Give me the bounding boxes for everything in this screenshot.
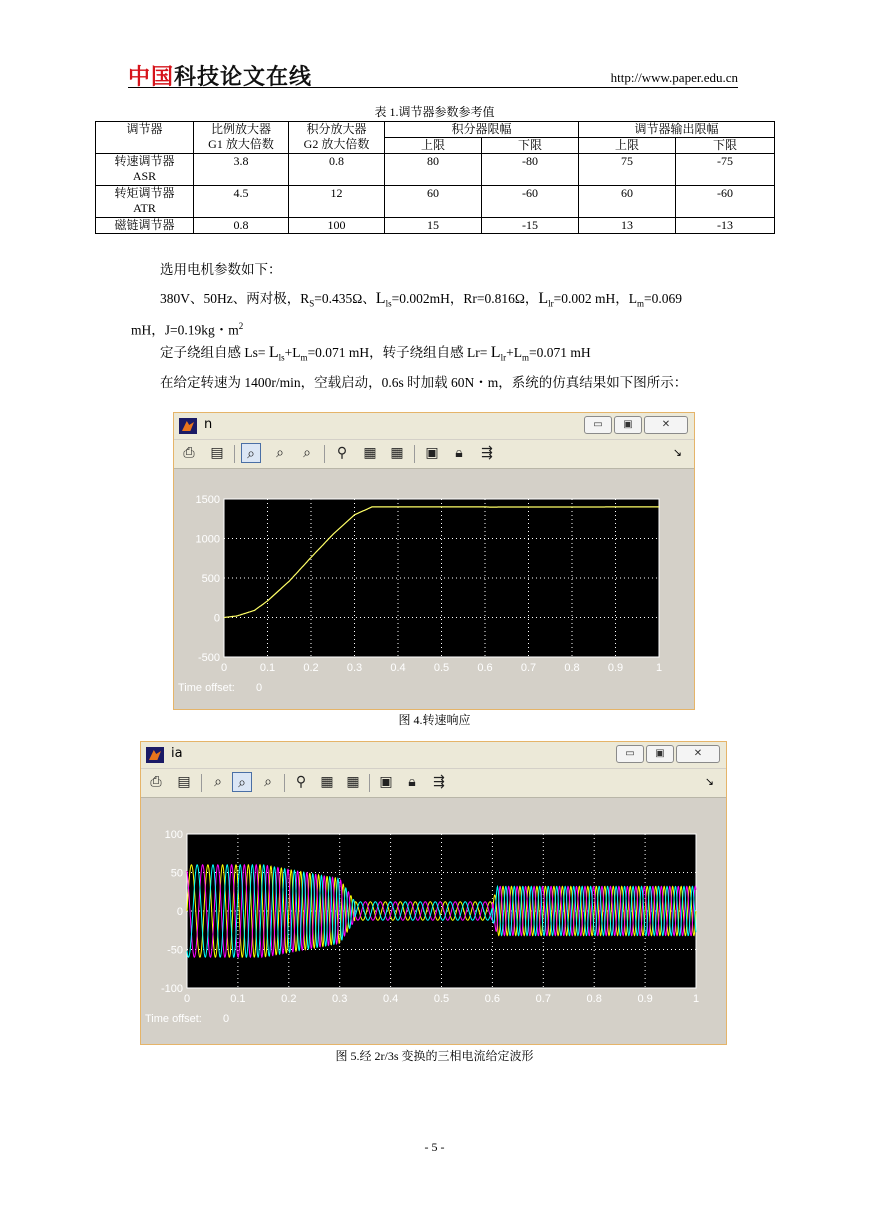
x-tick-label: 0.1 bbox=[230, 993, 246, 1005]
time-offset-value: 0 bbox=[256, 682, 263, 694]
close-button[interactable]: ✕ bbox=[644, 416, 688, 434]
time-offset-label: Time offset: bbox=[178, 682, 235, 694]
t: 定子绕组自感 Ls= bbox=[160, 345, 269, 360]
t: lr bbox=[548, 298, 554, 309]
plot-area bbox=[224, 499, 659, 657]
y-tick-label: -500 bbox=[197, 652, 220, 664]
signal-selection-icon[interactable]: ⇶ bbox=[481, 445, 493, 461]
maximize-button[interactable]: ▣ bbox=[614, 416, 642, 434]
y-tick-label: 500 bbox=[201, 573, 220, 585]
cell-int-upper: 60 bbox=[385, 186, 482, 218]
x-tick-label: 0.7 bbox=[520, 662, 537, 674]
header-divider bbox=[128, 87, 738, 88]
t: mH，J=0.19kg・m bbox=[131, 322, 239, 338]
th-out-lower: 下限 bbox=[676, 138, 775, 154]
restore-axes-icon[interactable]: ▦ bbox=[346, 774, 360, 790]
t: L bbox=[490, 344, 501, 361]
t: 2 bbox=[238, 321, 244, 331]
x-tick-label: 0.3 bbox=[346, 662, 363, 674]
cell-int-upper: 80 bbox=[385, 154, 482, 186]
zoom-in-icon[interactable]: ⌕ bbox=[214, 774, 222, 790]
figure-4-caption: 图 4.转速响应 bbox=[398, 713, 471, 727]
lock-icon[interactable]: 🔒︎ bbox=[455, 445, 463, 461]
table-row bbox=[96, 186, 775, 218]
row-abbr: ATR bbox=[133, 201, 156, 215]
current-plot bbox=[141, 742, 726, 1044]
save-axes-icon[interactable]: ▦ bbox=[320, 774, 334, 790]
t: =0.069 bbox=[644, 291, 683, 306]
cell-g1: 3.8 bbox=[194, 154, 289, 186]
lock-icon[interactable]: 🔒︎ bbox=[408, 774, 416, 790]
cell-name bbox=[96, 186, 194, 218]
page-setup-icon[interactable]: ▤ bbox=[177, 774, 191, 790]
th-regulator: 调节器 bbox=[96, 122, 194, 154]
cell-int-lower: -80 bbox=[482, 154, 579, 186]
x-tick-label: 0.7 bbox=[535, 993, 551, 1005]
printer-icon[interactable]: ⎙ bbox=[150, 774, 162, 790]
x-tick-label: 0.2 bbox=[303, 662, 319, 674]
t: ls bbox=[278, 352, 285, 363]
y-tick-label: 100 bbox=[164, 829, 183, 841]
y-tick-label: 1000 bbox=[195, 533, 220, 546]
scope-window-speed bbox=[173, 412, 695, 710]
row-abbr: ASR bbox=[132, 169, 157, 183]
page-number: - 5 - bbox=[424, 1140, 445, 1154]
paragraph-inertia bbox=[131, 316, 243, 341]
th-ki-label: 积分放大器 bbox=[306, 122, 367, 136]
x-tick-label: 0.6 bbox=[477, 662, 493, 674]
parameters-icon[interactable]: ▣ bbox=[379, 774, 393, 790]
x-tick-label: 0.2 bbox=[281, 993, 297, 1005]
zoom-y-icon[interactable]: ⌕ bbox=[303, 445, 311, 461]
th-ki bbox=[289, 122, 385, 154]
t: +L bbox=[284, 345, 301, 360]
cell-name bbox=[96, 154, 194, 186]
cell-out-upper: 13 bbox=[579, 218, 676, 234]
th-kp-sub: G1 放大倍数 bbox=[208, 137, 274, 151]
window-title: n bbox=[204, 417, 213, 432]
y-tick-label: -100 bbox=[160, 983, 183, 995]
paragraph-motor-params bbox=[160, 289, 682, 314]
y-tick-label: 0 bbox=[176, 906, 183, 918]
autoscale-icon[interactable]: ⚲ bbox=[295, 774, 307, 790]
parameters-icon[interactable]: ▣ bbox=[425, 445, 439, 461]
table-header-row bbox=[96, 122, 775, 138]
t: lr bbox=[500, 352, 507, 363]
window-title: ia bbox=[171, 746, 183, 761]
table-row bbox=[96, 154, 775, 186]
cell-g2: 12 bbox=[289, 186, 385, 218]
t: =0.071 mH，转子绕组自感 Lr= bbox=[307, 345, 491, 360]
row-name: 转速调节器 bbox=[114, 154, 175, 168]
x-tick-label: 0.4 bbox=[390, 662, 406, 674]
paragraph-inductance bbox=[160, 343, 591, 368]
x-tick-label: 0 bbox=[220, 662, 228, 674]
maximize-button[interactable]: ▣ bbox=[646, 745, 674, 763]
scope-window-current bbox=[140, 741, 727, 1045]
printer-icon[interactable]: ⎙ bbox=[183, 445, 195, 461]
x-tick-label: 0.8 bbox=[564, 662, 580, 674]
cell-int-lower: -60 bbox=[482, 186, 579, 218]
cell-out-upper: 75 bbox=[579, 154, 676, 186]
table-row bbox=[96, 218, 775, 234]
cell-out-upper: 60 bbox=[579, 186, 676, 218]
t: 380V、50Hz、两对极，R bbox=[160, 291, 310, 306]
y-tick-label: -50 bbox=[167, 944, 183, 957]
x-tick-label: 0.6 bbox=[484, 993, 501, 1005]
logo-red-text: 中国 bbox=[128, 65, 175, 90]
cell-int-upper: 15 bbox=[385, 218, 482, 234]
cell-out-lower: -13 bbox=[676, 218, 775, 234]
close-button[interactable]: ✕ bbox=[676, 745, 720, 763]
minimize-button[interactable]: ▭ bbox=[616, 745, 644, 763]
t: L bbox=[268, 344, 279, 361]
x-tick-label: 0.5 bbox=[433, 993, 450, 1005]
t: =0.002 mH，L bbox=[553, 291, 638, 306]
table-caption: 表 1.调节器参数参考值 bbox=[374, 105, 495, 119]
logo-black-text: 科技论文在线 bbox=[174, 65, 313, 90]
t: m bbox=[637, 298, 645, 309]
t: L bbox=[375, 290, 386, 307]
th-int-limit: 积分器限幅 bbox=[385, 122, 579, 138]
x-tick-label: 0.3 bbox=[332, 993, 348, 1005]
zoom-x-icon[interactable]: ⌕ bbox=[232, 772, 252, 792]
x-tick-label: 0 bbox=[183, 993, 191, 1005]
y-tick-label: 1500 bbox=[195, 494, 220, 506]
cell-name: 磁链调节器 bbox=[96, 218, 194, 234]
th-kp bbox=[194, 122, 289, 154]
t: =0.002mH，Rr=0.816Ω， bbox=[391, 291, 539, 306]
zoom-y-icon[interactable]: ⌕ bbox=[264, 774, 272, 790]
cell-int-lower: -15 bbox=[482, 218, 579, 234]
th-int-lower: 下限 bbox=[482, 138, 579, 154]
minimize-button[interactable]: ▭ bbox=[584, 416, 612, 434]
autoscale-icon[interactable]: ⚲ bbox=[336, 445, 348, 461]
t: =0.071 mH bbox=[528, 345, 591, 360]
cell-out-lower: -60 bbox=[676, 186, 775, 218]
th-kp-label: 比例放大器 bbox=[210, 122, 271, 136]
x-tick-label: 0.1 bbox=[259, 662, 276, 674]
cell-g1: 0.8 bbox=[194, 218, 289, 234]
time-offset-value: 0 bbox=[223, 1013, 230, 1025]
save-axes-icon[interactable]: ▦ bbox=[363, 445, 377, 461]
t: =0.435Ω、 bbox=[314, 291, 376, 306]
x-tick-label: 0.5 bbox=[433, 662, 450, 674]
cell-g2: 0.8 bbox=[289, 154, 385, 186]
x-tick-label: 0.8 bbox=[586, 993, 602, 1005]
header-url: http://www.paper.edu.cn bbox=[610, 70, 738, 85]
t: L bbox=[538, 290, 549, 307]
parameter-table bbox=[95, 121, 775, 234]
th-out-limit: 调节器输出限幅 bbox=[579, 122, 775, 138]
signal-selection-icon[interactable]: ⇶ bbox=[433, 774, 445, 790]
row-name: 转矩调节器 bbox=[114, 186, 175, 200]
t: m bbox=[521, 352, 529, 363]
zoom-x-icon[interactable]: ⌕ bbox=[276, 445, 284, 461]
cell-g2: 100 bbox=[289, 218, 385, 234]
t: +L bbox=[506, 345, 522, 360]
x-tick-label: 1 bbox=[692, 993, 700, 1005]
th-ki-sub: G2 放大倍数 bbox=[303, 137, 370, 151]
time-offset-label: Time offset: bbox=[145, 1013, 202, 1025]
t: m bbox=[300, 352, 308, 363]
x-tick-label: 0.9 bbox=[607, 662, 624, 674]
th-int-upper: 上限 bbox=[385, 138, 482, 154]
toolbar-overflow-icon[interactable]: ↘ bbox=[704, 775, 714, 788]
paragraph-motor-intro: 选用电机参数如下： bbox=[160, 262, 282, 277]
x-tick-label: 0.9 bbox=[637, 993, 653, 1005]
y-tick-label: 50 bbox=[170, 867, 183, 880]
cell-g1: 4.5 bbox=[194, 186, 289, 218]
t: ls bbox=[385, 298, 392, 309]
zoom-in-icon[interactable]: ⌕ bbox=[241, 443, 261, 463]
restore-axes-icon[interactable]: ▦ bbox=[390, 445, 404, 461]
th-out-upper: 上限 bbox=[579, 138, 676, 154]
toolbar-overflow-icon[interactable]: ↘ bbox=[672, 446, 682, 459]
page-setup-icon[interactable]: ▤ bbox=[210, 445, 224, 461]
cell-out-lower: -75 bbox=[676, 154, 775, 186]
x-tick-label: 0.4 bbox=[382, 993, 399, 1005]
y-tick-label: 0 bbox=[213, 612, 220, 625]
speed-plot bbox=[174, 413, 694, 709]
t: S bbox=[309, 298, 315, 309]
x-tick-label: 1 bbox=[655, 662, 663, 674]
figure-5-caption: 图 5.经 2r/3s 变换的三相电流给定波形 bbox=[335, 1049, 534, 1063]
paragraph-simulation: 在给定转速为 1400r/min，空载启动，0.6s 时加载 60N・m，系统的仿真结果如下图所示： bbox=[160, 375, 688, 390]
